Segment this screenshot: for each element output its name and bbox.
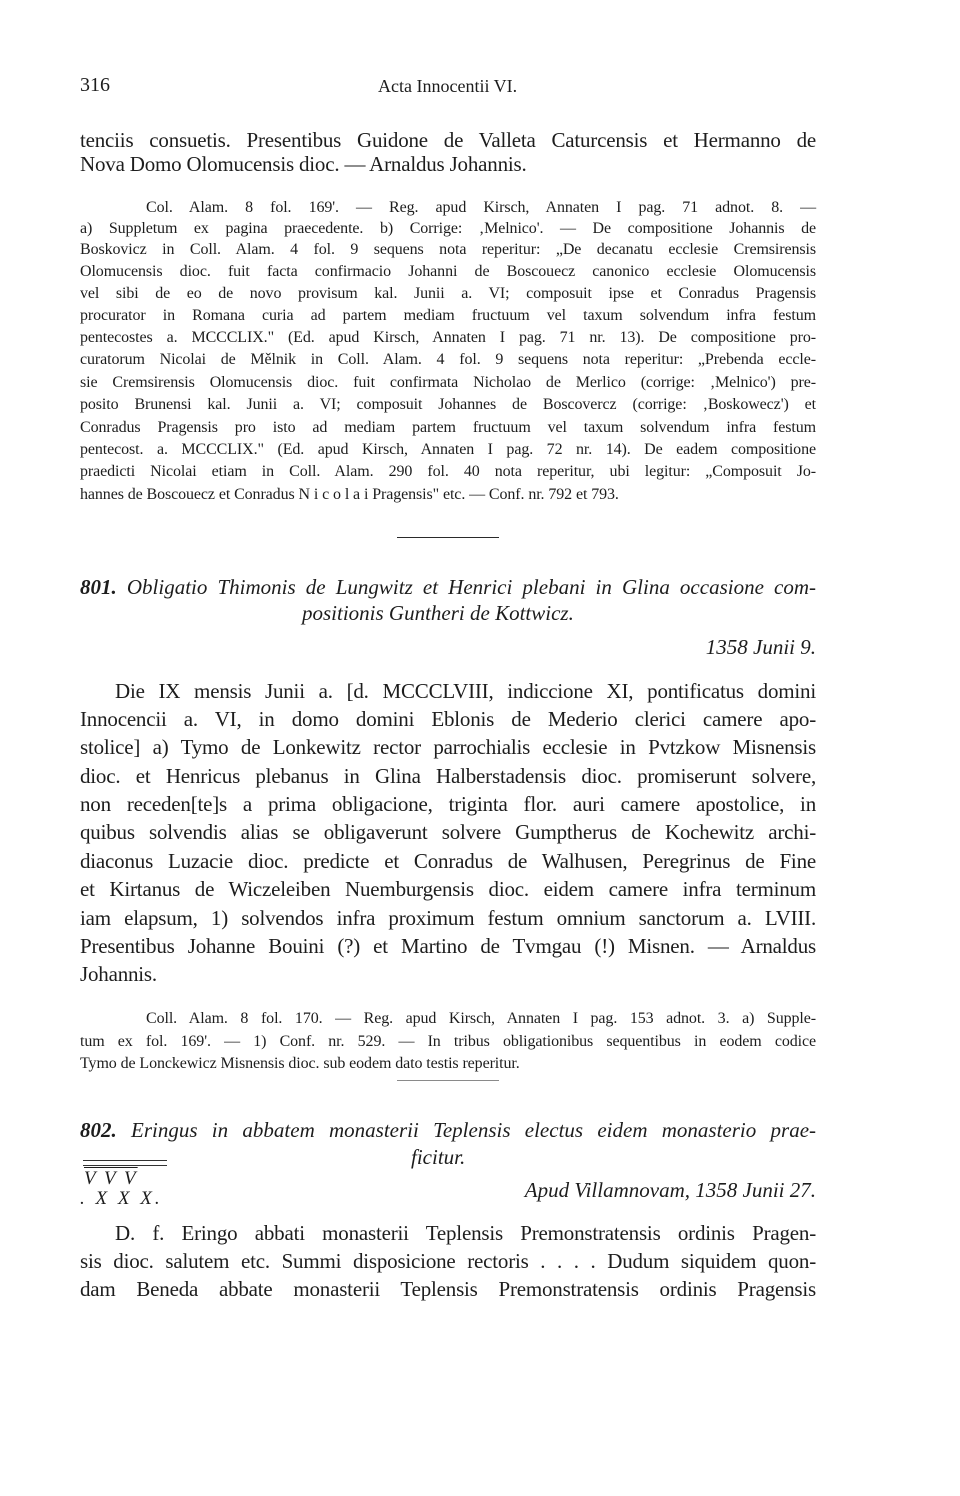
body-line: Innocencii a. VI, in domo domini Eblonis de Mederio clerici camere apo-: [80, 707, 816, 731]
body-line: D. f. Eringo abbati monasterii Teplensis Premonstratensis ordinis Pragen-: [115, 1221, 816, 1245]
body-line: stolice] a) Tymo de Lonkewitz rector parrochialis ecclesie in Pvtzkow Misnensis: [80, 735, 816, 759]
note-line: Olomucensis dioc. fuit facta confirmacio Johanni de Boscouecz canonico ecclesie Olomucensis: [80, 263, 816, 280]
entry-number: 801.: [80, 575, 117, 599]
running-title: Acta Innocentii VI.: [378, 76, 518, 96]
intro-line: tenciis consuetis. Presentibus Guidone de Valleta Caturcensis et Hermanno de: [80, 128, 816, 152]
note-line: Col. Alam. 8 fol. 169'. — Reg. apud Kirsch, Annaten I pag. 71 adnot. 8. —: [146, 199, 816, 216]
body-line: dioc. et Henricus plebanus in Glina Halberstadensis dioc. promiserunt solvere,: [80, 764, 816, 788]
registry-mark-top: V V V: [84, 1168, 138, 1189]
note-line: sie Cremsirensis Olomucensis dioc. fuit confirmata Nicholao de Merlico (corrige: ‚Melnico') pre-: [80, 374, 816, 391]
entry-date: 1358 Junii 9.: [705, 635, 816, 659]
note-line: procurator in Romana curia ad partem mediam fructuum vel taxum solvendum infra festum: [80, 307, 816, 324]
body-line: iam elapsum, 1) solvendos infra proximum festum omnium sanctorum a. LVIII.: [80, 906, 816, 930]
note-line: praedicti Nicolai etiam in Coll. Alam. 290 fol. 40 nota reperitur, ubi legitur: „Composuit Jo-: [80, 463, 816, 480]
note-line: a) Suppletum ex pagina praecedente. b) Corrige: ‚Melnico'. — De compositione Johannis de: [80, 220, 816, 237]
body-line: quibus solvendis alias se obligaverunt solvere Gumptherus de Kochewitz archi-: [80, 820, 816, 844]
body-line: et Kirtanus de Wiczeleiben Nuemburgensis dioc. eidem camere infra terminum: [80, 877, 816, 901]
body-line: diaconus Luzacie dioc. predicte et Conradus de Walhusen, Peregrinus de Fine: [80, 849, 816, 873]
entry-title: Obligatio Thimonis de Lungwitz et Henrici plebani in Glina occasione com-: [126, 575, 817, 599]
body-line: non receden[te]s a prima obligacione, triginta flor. auri camere apostolice, in: [80, 792, 816, 816]
note-line: curatorum Nicolai de Mělnik in Coll. Alam. 4 fol. 9 sequens nota reperitur: „Prebenda eccle-: [80, 351, 816, 368]
note-line: vel sibi de eo de novo provisum kal. Junii a. VI; composuit ipse et Conradus Pragensis: [80, 285, 816, 302]
note-line: tum ex fol. 169'. — 1) Conf. nr. 529. — In tribus obligationibus sequentibus in eodem codice: [80, 1033, 816, 1050]
note-line: posito Brunensi kal. Junii a. VI; composuit Johannes de Boscovercz (corrige: ‚Boskowecz') et: [80, 396, 816, 413]
entry-title-continued: ficitur.: [411, 1145, 466, 1169]
registry-mark-rules: [80, 1158, 170, 1170]
registry-mark: [80, 1158, 180, 1210]
note-line: Coll. Alam. 8 fol. 170. — Reg. apud Kirsch, Annaten I pag. 153 adnot. 3. a) Supple-: [146, 1010, 816, 1027]
intro-line: Nova Domo Olomucensis dioc. — Arnaldus Johannis.: [80, 152, 527, 176]
section-divider: [397, 537, 499, 538]
entry-number: 802.: [80, 1118, 117, 1142]
body-line: Johannis.: [80, 962, 157, 986]
note-line: hannes de Boscouecz et Conradus N i c o l a i Pragensis" etc. — Conf. nr. 792 et 793.: [80, 486, 619, 503]
body-line: Presentibus Johanne Bouini (?) et Martino de Tvmgau (!) Misnen. — Arnaldus: [80, 934, 816, 958]
note-line: Boskovicz in Coll. Alam. 4 fol. 9 sequens nota reperitur: „De decanatu ecclesie Cremsirensis: [80, 241, 816, 258]
note-line: Tymo de Lonckewicz Misnensis dioc. sub eodem dato testis reperitur.: [80, 1055, 520, 1072]
section-divider: [397, 1080, 499, 1081]
note-line: pentecost. a. MCCCLIX." (Ed. apud Kirsch, Annaten I pag. 72 nr. 14). De eadem compositione: [80, 441, 816, 458]
entry-802-heading: [80, 1118, 816, 1143]
body-line: sis dioc. salutem etc. Summi disposicione rectoris . . . . Dudum siquidem quon-: [80, 1249, 816, 1273]
entry-date: Apud Villamnovam, 1358 Junii 27.: [524, 1178, 816, 1202]
body-line: dam Beneda abbate monasterii Teplensis Premonstratensis ordinis Pragensis: [80, 1277, 816, 1301]
entry-801-heading: [80, 575, 816, 600]
body-line: Die IX mensis Junii a. [d. MCCCLVIII, indiccione XI, pontificatus domini: [115, 679, 816, 703]
note-line: pentecostes a. MCCCLIX." (Ed. apud Kirsch, Annaten I pag. 71 nr. 13). De compositione pro-: [80, 329, 816, 346]
note-line: Conradus Pragensis pro isto ad mediam partem fructuum vel taxum solvendum infra festum: [80, 419, 816, 436]
entry-title-continued: positionis Guntheri de Kottwicz.: [302, 601, 574, 625]
page-number: 316: [80, 74, 110, 96]
entry-title: Eringus in abbatem monasterii Teplensis electus eidem monasterio prae-: [131, 1118, 817, 1142]
registry-mark-bottom: . X X X.: [80, 1188, 163, 1209]
